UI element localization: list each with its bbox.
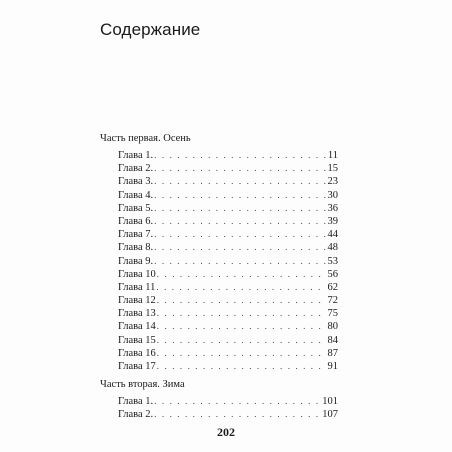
- toc-entry: [118, 408, 338, 421]
- toc-entry-page: 101: [322, 396, 338, 407]
- toc-entry-page: 39: [327, 215, 338, 227]
- toc-entry-label: Глава 16: [118, 347, 156, 359]
- toc-leader-dots: [154, 228, 325, 241]
- toc-leader-dots: [157, 268, 326, 281]
- toc-leader-dots: [157, 347, 326, 360]
- toc-leader-dots: [157, 360, 326, 373]
- toc-entry-page: 80: [327, 321, 338, 333]
- toc-leader-dots: [154, 149, 326, 162]
- toc-entry: [118, 268, 338, 281]
- toc-entry: [118, 334, 338, 347]
- toc-leader-dots: [154, 189, 325, 202]
- toc-entry-label: Глава 7.: [118, 229, 154, 241]
- toc-entry-page: 56: [327, 268, 338, 280]
- toc-entry-label: Глава 3.: [118, 176, 154, 188]
- toc-list-part-1: [118, 149, 338, 373]
- toc-entry-label: Глава 15: [118, 334, 156, 346]
- toc-leader-dots: [157, 320, 326, 333]
- toc-entry-page: 62: [327, 281, 338, 293]
- toc-entry-label: Глава 6.: [118, 215, 154, 227]
- toc-entry-label: Глава 17: [118, 361, 156, 372]
- toc-entry: [118, 241, 338, 254]
- toc-entry-label: Глава 9.: [118, 255, 154, 267]
- toc-entry-page: 84: [327, 334, 338, 346]
- toc-entry: [118, 255, 338, 268]
- toc-entry-label: Глава 2.: [118, 409, 154, 421]
- toc-entry-page: 107: [322, 409, 338, 421]
- toc-entry: [118, 281, 338, 294]
- toc-entry-page: 36: [327, 202, 338, 214]
- toc-entry: [118, 347, 338, 360]
- toc-entry-page: 23: [327, 176, 338, 188]
- toc-entry-page: 75: [327, 308, 338, 320]
- toc-entry-label: Глава 2.: [118, 163, 154, 175]
- toc-entry-page: 30: [327, 189, 338, 201]
- toc-leader-dots: [156, 281, 325, 294]
- toc-entry-label: Глава 11: [118, 281, 156, 293]
- toc-entry: [118, 175, 338, 188]
- toc-entry-label: Глава 8.: [118, 242, 154, 254]
- page-title: Содержание: [100, 20, 201, 39]
- toc-leader-dots: [154, 255, 325, 268]
- toc-entry: [118, 189, 338, 202]
- toc-entry-label: Глава 5.: [118, 202, 154, 214]
- toc-leader-dots: [154, 395, 320, 408]
- toc-entry: [118, 215, 338, 228]
- toc-entry: [118, 162, 338, 175]
- toc-entry: [118, 202, 338, 215]
- part-title-autumn: Часть первая. Осень: [100, 133, 191, 144]
- toc-entry-page: 48: [327, 242, 338, 254]
- toc-entry: [118, 149, 338, 162]
- toc-entry: [118, 320, 338, 333]
- toc-leader-dots: [154, 202, 325, 215]
- toc-leader-dots: [157, 334, 326, 347]
- toc-entry-label: Глава 1.: [118, 396, 154, 407]
- toc-leader-dots: [154, 215, 325, 228]
- toc-entry-label: Глава 1.: [118, 150, 154, 161]
- toc-entry-label: Глава 10: [118, 268, 156, 280]
- toc-leader-dots: [154, 162, 325, 175]
- toc-entry-page: 44: [327, 229, 338, 241]
- toc-entry: [118, 294, 338, 307]
- page-number: 202: [217, 425, 235, 439]
- toc-entry-page: 72: [327, 295, 338, 307]
- toc-list-part-2: [118, 395, 338, 421]
- part-title-winter: Часть вторая. Зима: [100, 379, 185, 390]
- toc-leader-dots: [157, 307, 326, 320]
- toc-leader-dots: [154, 241, 325, 254]
- toc-entry-page: 87: [327, 347, 338, 359]
- toc-entry: [118, 360, 338, 373]
- toc-entry-page: 11: [327, 150, 338, 161]
- toc-entry: [118, 228, 338, 241]
- toc-leader-dots: [154, 408, 320, 421]
- toc-leader-dots: [157, 294, 326, 307]
- toc-entry-label: Глава 4.: [118, 189, 154, 201]
- toc-entry-page: 91: [327, 361, 338, 372]
- toc-entry: [118, 395, 338, 408]
- toc-entry: [118, 307, 338, 320]
- toc-entry-label: Глава 14: [118, 321, 156, 333]
- toc-leader-dots: [154, 175, 325, 188]
- toc-entry-label: Глава 13: [118, 308, 156, 320]
- toc-entry-page: 53: [327, 255, 338, 267]
- toc-entry-page: 15: [327, 163, 338, 175]
- toc-entry-label: Глава 12: [118, 295, 156, 307]
